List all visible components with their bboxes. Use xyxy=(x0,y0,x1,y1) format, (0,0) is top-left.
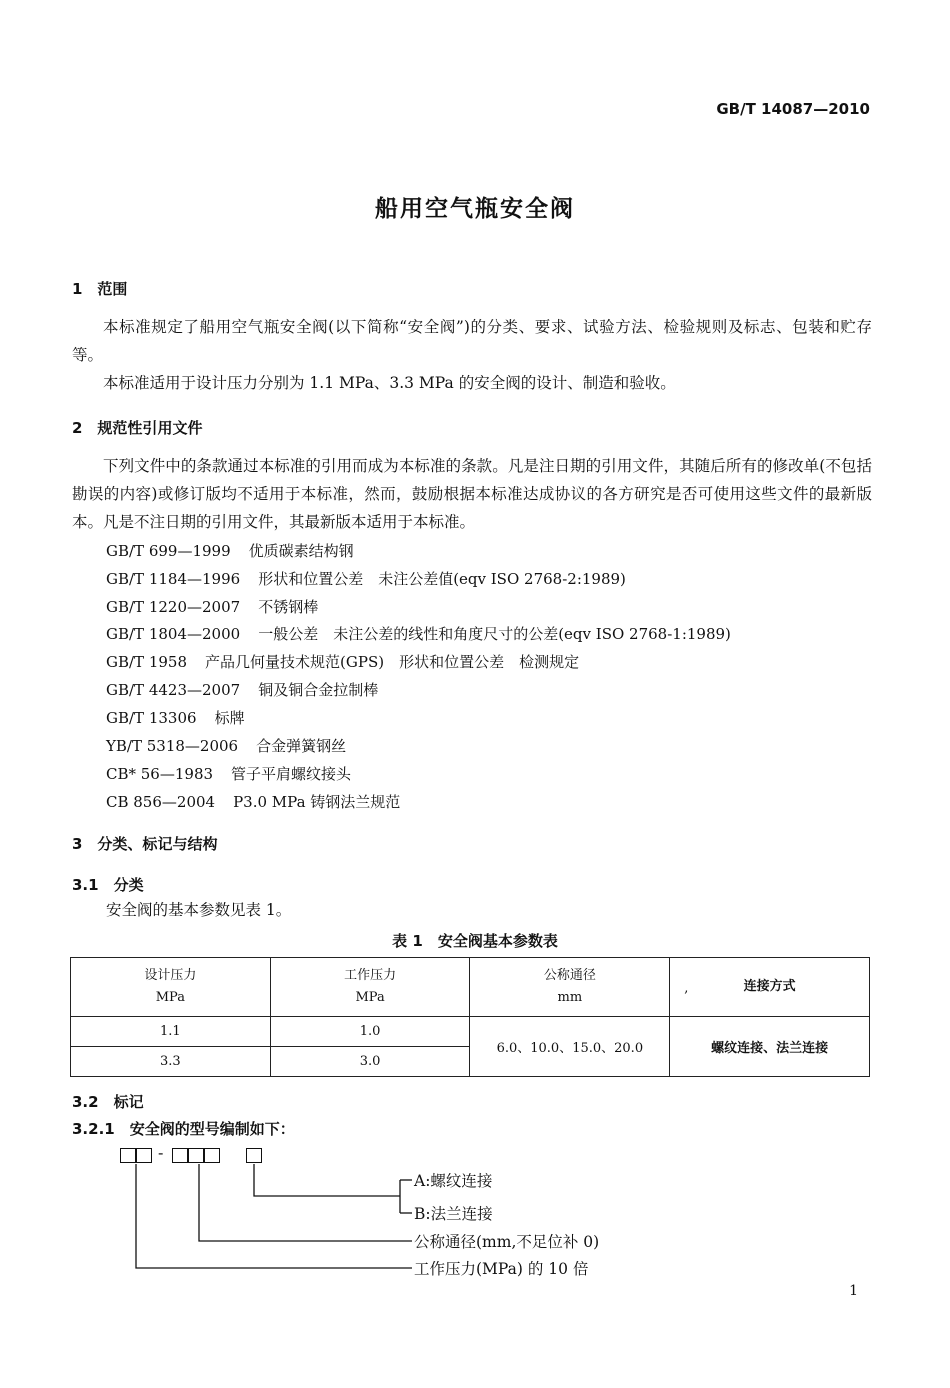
reference-title: 不锈钢棒 xyxy=(258,598,319,616)
reference-code: GB/T 699—1999 xyxy=(106,542,231,560)
section-2-para: 下列文件中的条款通过本标准的引用而成为本标准的条款。凡是注日期的引用文件，其随后所有的修改单(不包括勘误的内容)或修订版均不适用于本标准，然而，鼓励根据本标准达成协议的各方研究是否可使用这些文件的最新版本。凡是不注日期的引用文件，其最新版本适用于本标准。 xyxy=(72,457,872,531)
cell-nominal-diameters: 6.0、10.0、15.0、20.0 xyxy=(470,1017,670,1077)
section-1-heading: 1 范围 xyxy=(72,280,128,298)
standard-number: GB/T 14087—2010 xyxy=(716,100,870,118)
reference-title: 产品几何量技术规范(GPS) 形状和位置公差 检测规定 xyxy=(205,653,580,671)
section-3-2-heading: 3.2 标记 xyxy=(72,1093,144,1111)
section-2-heading: 2 规范性引用文件 xyxy=(72,419,203,437)
reference-code: GB/T 1804—2000 xyxy=(106,625,241,643)
cell-design-pressure: 1.1 xyxy=(71,1017,271,1047)
cell-design-pressure: 3.3 xyxy=(71,1047,271,1077)
section-1-para-2: 本标准适用于设计压力分别为 1.1 MPa、3.3 MPa 的安全阀的设计、制造和验收。 xyxy=(103,374,676,392)
section-1-para-1: 本标准规定了船用空气瓶安全阀(以下简称“安全阀”)的分类、要求、试验方法、检验规则及标志、包装和贮存等。 xyxy=(72,318,872,364)
header-working-pressure: 工作压力 MPa xyxy=(270,958,470,1017)
section-3-heading: 3 分类、标记与结构 xyxy=(72,835,218,853)
label-working-pressure: 工作压力(MPa) 的 10 倍 xyxy=(414,1260,589,1278)
header-nominal-diameter: 公称通径 mm xyxy=(470,958,670,1017)
section-3-2-1-heading: 3.2.1 安全阀的型号编制如下： xyxy=(72,1120,295,1138)
header-connection-type: , 连接方式 xyxy=(670,958,870,1017)
reference-title: 铜及铜合金拉制棒 xyxy=(258,681,379,699)
reference-code: GB/T 1184—1996 xyxy=(106,570,241,588)
leader-pressure xyxy=(136,1164,412,1268)
reference-code: YB/T 5318—2006 xyxy=(106,737,239,755)
reference-code: GB/T 1958 xyxy=(106,653,188,671)
reference-code: CB* 56—1983 xyxy=(106,765,214,783)
reference-code: GB/T 13306 xyxy=(106,709,197,727)
header-design-pressure: 设计压力 MPa xyxy=(71,958,271,1017)
cell-working-pressure: 1.0 xyxy=(270,1017,470,1047)
label-flange-connection: B:法兰连接 xyxy=(414,1205,493,1223)
reference-code: GB/T 4423—2007 xyxy=(106,681,241,699)
label-nominal-diameter: 公称通径(mm,不足位补 0) xyxy=(414,1233,600,1251)
cell-connection-type: 螺纹连接、法兰连接 xyxy=(670,1017,870,1077)
reference-title: 管子平肩螺纹接头 xyxy=(231,765,352,783)
leader-diameter xyxy=(199,1164,412,1241)
reference-title: 形状和位置公差 未注公差值(eqv ISO 2768-2:1989) xyxy=(258,570,626,588)
reference-title: 合金弹簧钢丝 xyxy=(256,737,347,755)
stray-mark: , xyxy=(684,981,689,996)
reference-title: 优质碳素结构钢 xyxy=(248,542,354,560)
table-caption: 表 1 安全阀基本参数表 xyxy=(392,932,558,950)
code-dash: - xyxy=(158,1143,164,1162)
reference-code: CB 856—2004 xyxy=(106,793,216,811)
page-title: 船用空气瓶安全阀 xyxy=(375,196,575,222)
reference-title: 标牌 xyxy=(214,709,245,727)
page-number: 1 xyxy=(849,1283,858,1299)
reference-title: 一般公差 未注公差的线性和角度尺寸的公差(eqv ISO 2768-1:1989) xyxy=(258,625,731,643)
cell-working-pressure: 3.0 xyxy=(270,1047,470,1077)
section-3-1-text: 安全阀的基本参数见表 1。 xyxy=(106,901,292,919)
reference-title: P3.0 MPa 铸钢法兰规范 xyxy=(233,793,401,811)
section-3-1-heading: 3.1 分类 xyxy=(72,876,144,894)
label-thread-connection: A:螺纹连接 xyxy=(414,1172,493,1190)
reference-code: GB/T 1220—2007 xyxy=(106,598,241,616)
leader-connection xyxy=(254,1164,400,1196)
